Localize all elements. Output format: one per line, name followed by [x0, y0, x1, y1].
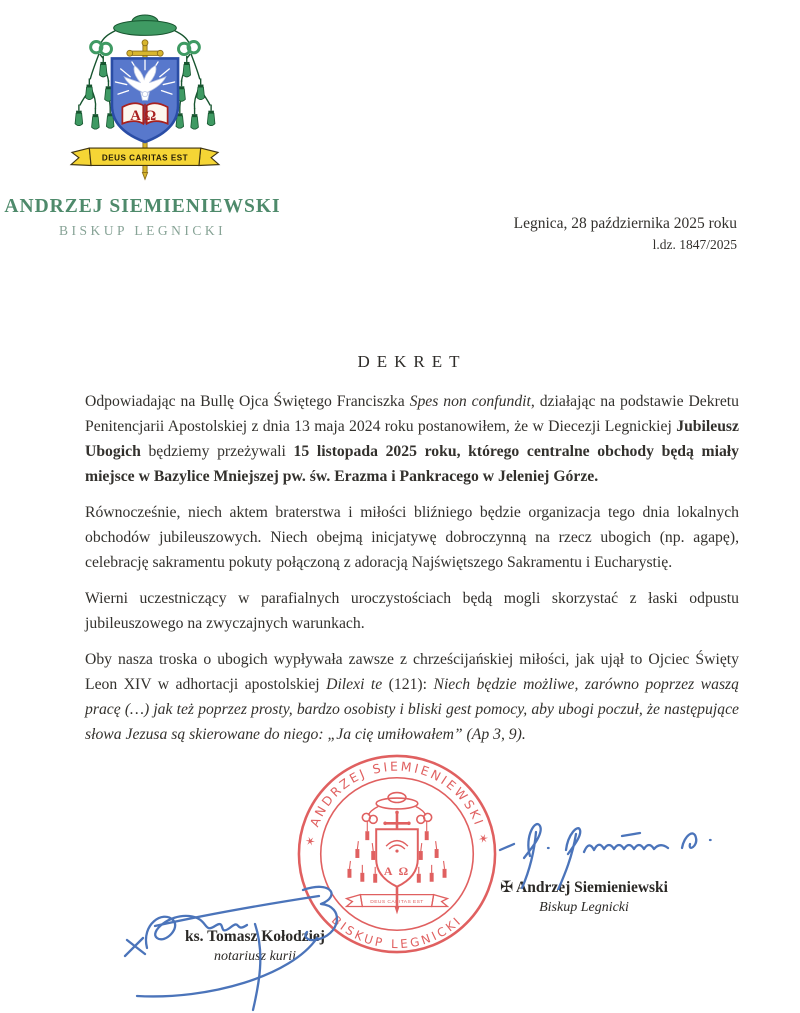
- bishop-name: ANDRZEJ SIEMIENIEWSKI: [4, 196, 281, 217]
- galero-hat-icon: [114, 15, 177, 35]
- decree-paragraph-4: Oby nasza troska o ubogich wypływała zawsze z chrześcijańskiej miłości, jak ujął to Ojciec Święty Leon XIV w adhortacji apostolskiej Dilexi te (121): Niech będzie możliwe, zarówno poprzez waszą pracę (…) jak też poprzez prosty, bardzo osobisty i bliski gest pomocy, aby ubogi poczuł, że następujące słowa Jezusa są skierowane do niego: „Ja cię umiłowałem” (Ap 3, 9).: [85, 651, 739, 743]
- notary-name: ks. Tomasz Kołodziej: [185, 928, 325, 945]
- decree-paragraph-2: Równocześnie, niech aktem braterstwa i miłości bliźniego będzie organizacja tego dnia lokalnych obchodów jubileuszowych. Niech obejmą inicjatywę dobroczynną na rzecz ubogich (np. agapę), celebrację sakramentu pokuty połączoną z adoracją Najświętszego Sakramentu i Eucharystię.: [85, 504, 739, 571]
- decree-paragraph-1: Odpowiadając na Bullę Ojca Świętego Franciszka Spes non confundit, działając na podstawie Dekretu Penitencjarii Apostolskiej z dnia 13 maja 2024 roku postanowiłem, że w Diecezji Legnickiej Jubileusz Ubogich będziemy przeżywali 15 listopada 2025 roku, którego centralne obchody będą miały miejsce w Bazylice Mniejszej pw. św. Erazma i Pankracego w Jeleniej Górze.: [85, 393, 739, 485]
- decree-title: DEKRET: [357, 352, 467, 371]
- motto-text: DEUS CARITAS EST: [101, 153, 189, 163]
- bishop-handwritten-signature: [478, 798, 730, 890]
- alpha-omega-text: ΑΩ: [130, 108, 160, 125]
- seal-alpha-omega: Α Ω: [383, 863, 411, 878]
- notary-handwritten-signature: [105, 848, 385, 1013]
- motto-banner: [71, 148, 219, 165]
- dateline: [514, 213, 737, 255]
- episcopal-cross-icon: ✠: [499, 878, 513, 896]
- seal-banner-text: DEUS CARITAS EST: [370, 900, 424, 906]
- decree-body: [85, 352, 739, 758]
- bishop-title: BISKUP LEGNICKI: [58, 223, 227, 238]
- bishop-signature-name: ✠ Andrzej Siemieniewski: [499, 878, 668, 896]
- reference-number: l.dz. 1847/2025: [652, 237, 737, 253]
- coat-of-arms: [58, 8, 232, 182]
- alpha-omega-book-icon: [122, 103, 167, 124]
- seal-bottom-text: BISKUP LEGNICKI: [328, 912, 466, 952]
- seal-top-text: ✶ ANDRZEJ SIEMIENIEWSKI ✶: [302, 759, 492, 848]
- notary-role: notariusz kurii: [213, 949, 297, 964]
- decree-paragraph-3: Wierni uczestniczący w parafialnych uroczystościach będą mogli skorzystać z łaski odpustu jubileuszowego na zwyczajnych warunkach.: [85, 590, 739, 632]
- bishop-signature-role: Biskup Legnicki: [539, 900, 629, 915]
- letterhead-names: [0, 196, 285, 239]
- place-date: Legnica, 28 października 2025 roku: [513, 215, 737, 232]
